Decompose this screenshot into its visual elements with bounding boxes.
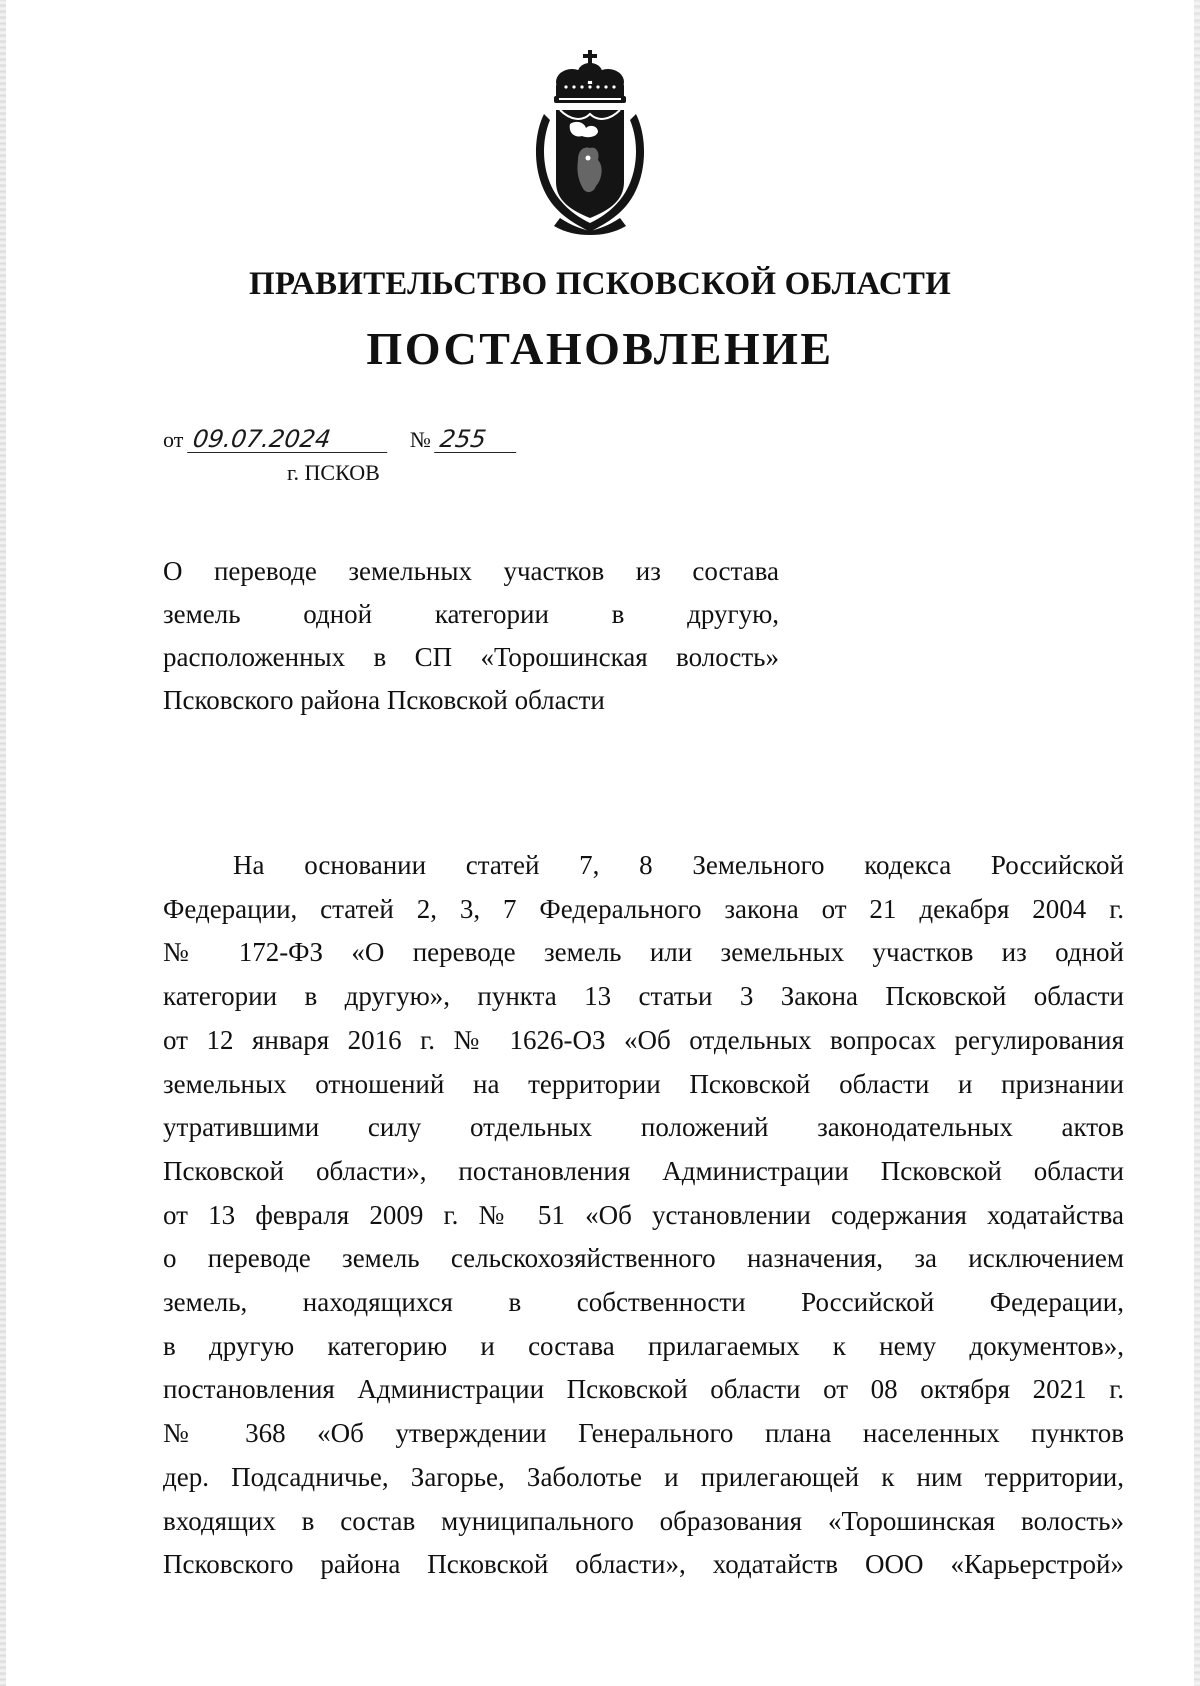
body-line: земель, находящихся в собственности Российской Федерации, bbox=[163, 1287, 1124, 1318]
body-line: дер. Подсадничье, Загорье, Заболотье и прилегающей к ним территории, bbox=[163, 1461, 1124, 1492]
number-prefix: № bbox=[409, 427, 431, 452]
document-body bbox=[163, 844, 1124, 1587]
body-line: Федерации, статей 2, 3, 7 Федерального закона от 21 декабря 2004 г. bbox=[163, 893, 1124, 924]
scan-edge-left bbox=[0, 0, 6, 1686]
body-line: Псковского района Псковской области», ходатайств ООО «Карьерстрой» bbox=[163, 1549, 1124, 1580]
handwritten-date: 09.07.2024 bbox=[187, 426, 391, 453]
handwritten-number: 255 bbox=[434, 426, 520, 453]
subject-line: земель одной категории в другую, bbox=[163, 599, 779, 629]
document-details bbox=[163, 426, 518, 453]
document-type-title: ПОСТАНОВЛЕНИЕ bbox=[366, 323, 834, 374]
organization-title: ПРАВИТЕЛЬСТВО ПСКОВСКОЙ ОБЛАСТИ bbox=[248, 266, 952, 302]
body-line: от 12 января 2016 г. № 1626-ОЗ «Об отдельных вопросах регулирования bbox=[163, 1024, 1124, 1055]
body-line: На основании статей 7, 8 Земельного кодекса Российской bbox=[233, 850, 1124, 880]
body-line: № 368 «Об утверждении Генерального плана населенных пунктов bbox=[163, 1418, 1124, 1449]
subject-line: Псковского района Псковской области bbox=[163, 685, 605, 715]
document-subject bbox=[163, 550, 779, 722]
city-label: г. ПСКОВ bbox=[287, 460, 380, 485]
body-line: от 13 февраля 2009 г. № 51 «Об установлении содержания ходатайства bbox=[163, 1199, 1124, 1230]
date-prefix: от bbox=[163, 427, 184, 452]
body-line: утратившими силу отдельных положений законодательных актов bbox=[163, 1112, 1124, 1143]
body-line: входящих в состав муниципального образования «Торошинская волость» bbox=[163, 1505, 1124, 1536]
body-line: постановления Администрации Псковской области от 08 октября 2021 г. bbox=[163, 1374, 1124, 1405]
body-line: Псковской области», постановления Администрации Псковской области bbox=[163, 1155, 1124, 1186]
scan-edge-right bbox=[1194, 0, 1200, 1686]
body-line: о переводе земель сельскохозяйственного назначения, за исключением bbox=[163, 1243, 1124, 1274]
subject-line: расположенных в СП «Торошинская волость» bbox=[163, 642, 779, 672]
body-line: № 172-ФЗ «О переводе земель или земельных участков из одной bbox=[163, 937, 1124, 968]
body-line: земельных отношений на территории Псковской области и признании bbox=[163, 1068, 1124, 1099]
body-line: категории в другую», пункта 13 статьи 3 Закона Псковской области bbox=[163, 981, 1124, 1012]
coat-of-arms-icon bbox=[526, 50, 654, 235]
body-line: в другую категорию и состава прилагаемых к нему документов», bbox=[163, 1330, 1124, 1361]
subject-line: О переводе земельных участков из состава bbox=[163, 556, 779, 586]
